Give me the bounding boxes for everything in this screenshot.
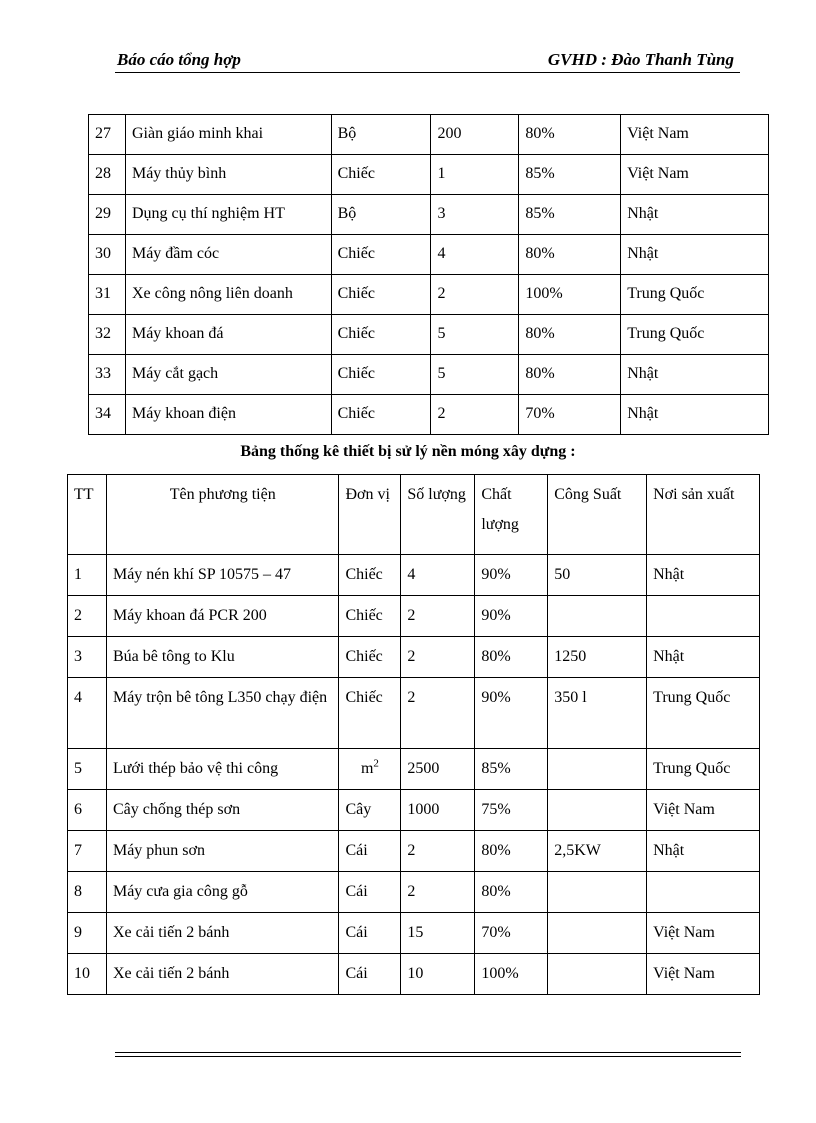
cell-power	[548, 872, 647, 913]
cell-name: Máy đầm cóc	[125, 235, 331, 275]
cell-qty: 1000	[401, 790, 475, 831]
cell-unit: Cây	[339, 790, 401, 831]
table-row	[89, 355, 769, 395]
cell-quality: 85%	[519, 155, 621, 195]
cell-power: 2,5KW	[548, 831, 647, 872]
page-footer	[115, 1052, 741, 1057]
cell-tt: 28	[89, 155, 126, 195]
table-caption: Bảng thống kê thiết bị sử lý nền móng xây dựng :	[240, 443, 576, 460]
table-row	[89, 395, 769, 435]
cell-unit	[339, 749, 401, 790]
cell-power	[548, 749, 647, 790]
cell-unit: Cái	[339, 872, 401, 913]
cell-tt: 33	[89, 355, 126, 395]
cell-qty: 4	[401, 555, 475, 596]
cell-name: Xe cải tiến 2 bánh	[106, 913, 338, 954]
cell-name: Máy khoan đá	[125, 315, 331, 355]
cell-tt: 1	[68, 555, 107, 596]
cell-tt: 31	[89, 275, 126, 315]
cell-tt: 27	[89, 115, 126, 155]
header-quality: Chất lượng	[475, 475, 548, 555]
cell-unit: Chiếc	[339, 637, 401, 678]
cell-tt: 9	[68, 913, 107, 954]
cell-quality: 80%	[475, 872, 548, 913]
cell-quality: 90%	[475, 596, 548, 637]
cell-unit: Chiếc	[339, 596, 401, 637]
cell-quality: 80%	[475, 637, 548, 678]
cell-qty: 10	[401, 954, 475, 995]
cell-power: 1250	[548, 637, 647, 678]
cell-unit: Chiếc	[339, 555, 401, 596]
table-row	[68, 913, 760, 954]
cell-power	[548, 913, 647, 954]
supervisor-label: GVHD : Đào Thanh Tùng	[547, 50, 734, 69]
cell-qty: 3	[431, 195, 519, 235]
cell-unit: Bộ	[331, 115, 431, 155]
table-row	[89, 155, 769, 195]
cell-name: Máy cắt gạch	[125, 355, 331, 395]
cell-qty: 2	[401, 637, 475, 678]
cell-unit: Bộ	[331, 195, 431, 235]
cell-name: Máy nén khí SP 10575 – 47	[106, 555, 338, 596]
table-row	[89, 115, 769, 155]
cell-unit: Chiếc	[331, 275, 431, 315]
cell-origin: Nhật	[647, 637, 760, 678]
cell-origin: Nhật	[647, 555, 760, 596]
cell-tt: 29	[89, 195, 126, 235]
cell-unit: Cái	[339, 913, 401, 954]
cell-origin	[647, 872, 760, 913]
cell-name: Máy thủy bình	[125, 155, 331, 195]
cell-tt: 3	[68, 637, 107, 678]
cell-unit: Chiếc	[331, 235, 431, 275]
cell-quality: 80%	[519, 235, 621, 275]
cell-name: Máy cưa gia công gỗ	[106, 872, 338, 913]
table-row	[68, 596, 760, 637]
table-row	[68, 555, 760, 596]
unit-superscript: 2	[373, 757, 379, 770]
table-row	[68, 637, 760, 678]
cell-tt: 30	[89, 235, 126, 275]
header-qty: Số lượng	[401, 475, 475, 555]
unit-base: m	[360, 760, 374, 777]
cell-quality: 85%	[475, 749, 548, 790]
cell-quality: 80%	[519, 355, 621, 395]
cell-qty: 5	[431, 315, 519, 355]
cell-name: Xe công nông liên doanh	[125, 275, 331, 315]
header-unit: Đơn vị	[339, 475, 401, 555]
table-row	[89, 195, 769, 235]
cell-qty: 2	[401, 678, 475, 749]
cell-quality: 70%	[475, 913, 548, 954]
cell-origin: Nhật	[621, 195, 769, 235]
cell-unit: Cái	[339, 954, 401, 995]
table-row	[89, 275, 769, 315]
cell-qty: 2	[431, 395, 519, 435]
cell-name: Cây chống thép sơn	[106, 790, 338, 831]
footer-rule	[115, 1052, 741, 1053]
cell-qty: 4	[431, 235, 519, 275]
cell-unit: Chiếc	[331, 355, 431, 395]
cell-power: 350 l	[548, 678, 647, 749]
report-title: Báo cáo tổng hợp	[117, 50, 241, 69]
cell-power: 50	[548, 555, 647, 596]
cell-origin: Việt Nam	[647, 954, 760, 995]
cell-qty: 2500	[401, 749, 475, 790]
cell-tt: 34	[89, 395, 126, 435]
cell-name: Máy trộn bê tông L350 chạy điện	[106, 678, 338, 749]
cell-name: Máy phun sơn	[106, 831, 338, 872]
page-header	[115, 48, 740, 74]
equipment-table-continued	[88, 114, 769, 435]
cell-origin: Việt Nam	[647, 913, 760, 954]
cell-quality: 80%	[519, 115, 621, 155]
cell-quality: 80%	[519, 315, 621, 355]
cell-tt: 6	[68, 790, 107, 831]
cell-origin: Trung Quốc	[647, 678, 760, 749]
cell-name: Máy khoan đá PCR 200	[106, 596, 338, 637]
cell-origin: Nhật	[647, 831, 760, 872]
cell-quality: 90%	[475, 678, 548, 749]
table-row	[89, 315, 769, 355]
cell-quality: 100%	[519, 275, 621, 315]
cell-quality: 100%	[475, 954, 548, 995]
header-tt: TT	[68, 475, 107, 555]
cell-origin: Trung Quốc	[647, 749, 760, 790]
cell-tt: 8	[68, 872, 107, 913]
cell-tt: 5	[68, 749, 107, 790]
table-row	[68, 831, 760, 872]
cell-name: Giàn giáo minh khai	[125, 115, 331, 155]
cell-qty: 2	[401, 596, 475, 637]
cell-origin: Việt Nam	[621, 155, 769, 195]
cell-qty: 5	[431, 355, 519, 395]
cell-tt: 10	[68, 954, 107, 995]
cell-power	[548, 596, 647, 637]
table-row	[68, 954, 760, 995]
cell-unit: Cái	[339, 831, 401, 872]
cell-unit: Chiếc	[339, 678, 401, 749]
cell-unit: Chiếc	[331, 395, 431, 435]
cell-origin	[647, 596, 760, 637]
cell-origin: Việt Nam	[621, 115, 769, 155]
cell-quality: 85%	[519, 195, 621, 235]
cell-tt: 32	[89, 315, 126, 355]
cell-quality: 75%	[475, 790, 548, 831]
cell-origin: Nhật	[621, 355, 769, 395]
cell-name: Dụng cụ thí nghiệm HT	[125, 195, 331, 235]
table-row	[68, 872, 760, 913]
cell-tt: 2	[68, 596, 107, 637]
cell-origin: Trung Quốc	[621, 315, 769, 355]
cell-unit: Chiếc	[331, 315, 431, 355]
cell-origin: Việt Nam	[647, 790, 760, 831]
cell-qty: 2	[431, 275, 519, 315]
table-row	[89, 235, 769, 275]
cell-quality: 90%	[475, 555, 548, 596]
header-origin: Nơi sản xuất	[647, 475, 760, 555]
footer-rule-thin	[115, 1056, 741, 1057]
header-rule	[115, 72, 740, 73]
table-header-row	[68, 475, 760, 555]
cell-qty: 15	[401, 913, 475, 954]
table-row	[68, 749, 760, 790]
cell-quality: 80%	[475, 831, 548, 872]
cell-qty: 2	[401, 872, 475, 913]
cell-name: Lưới thép bảo vệ thi công	[106, 749, 338, 790]
cell-unit: Chiếc	[331, 155, 431, 195]
foundation-equipment-table	[67, 474, 760, 995]
table-row	[68, 790, 760, 831]
cell-name: Xe cải tiến 2 bánh	[106, 954, 338, 995]
cell-origin: Trung Quốc	[621, 275, 769, 315]
cell-tt: 7	[68, 831, 107, 872]
cell-power	[548, 954, 647, 995]
cell-tt: 4	[68, 678, 107, 749]
cell-power	[548, 790, 647, 831]
cell-quality: 70%	[519, 395, 621, 435]
header-power: Công Suất	[548, 475, 647, 555]
cell-qty: 2	[401, 831, 475, 872]
cell-qty: 1	[431, 155, 519, 195]
cell-origin: Nhật	[621, 395, 769, 435]
header-name: Tên phương tiện	[106, 475, 338, 555]
table-row	[68, 678, 760, 749]
cell-qty: 200	[431, 115, 519, 155]
cell-name: Búa bê tông to Klu	[106, 637, 338, 678]
cell-origin: Nhật	[621, 235, 769, 275]
cell-name: Máy khoan điện	[125, 395, 331, 435]
